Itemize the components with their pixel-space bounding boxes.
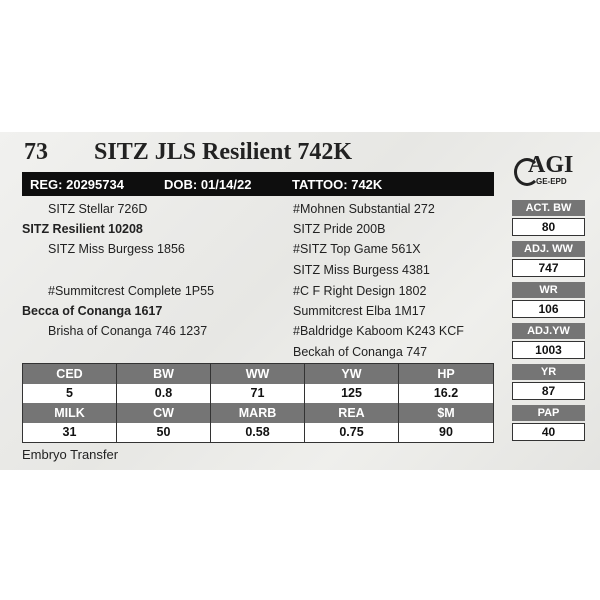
epd-value-ced: 5 xyxy=(23,384,117,404)
pedigree-right-1: #Mohnen Substantial 272 xyxy=(293,202,435,216)
pedigree-right-6: Summitcrest Elba 1M17 xyxy=(293,304,426,318)
adj-yw-value: 1003 xyxy=(512,341,585,359)
pedigree-dam-dam: Brisha of Conanga 746 1237 xyxy=(48,324,208,338)
id-bar xyxy=(22,172,494,196)
pedigree-dam-sire: #Summitcrest Complete 1P55 xyxy=(48,284,215,298)
adj-yw-label: ADJ.YW xyxy=(512,323,585,339)
epd-table xyxy=(22,363,494,443)
lot-number: 73 xyxy=(24,139,48,165)
epd-value-yw: 125 xyxy=(305,384,399,404)
pedigree-sire: SITZ Resilient 10208 xyxy=(22,222,143,236)
epd-value-milk: 31 xyxy=(23,423,117,443)
epd-header-ww: WW xyxy=(211,364,305,384)
epd-header-ced: CED xyxy=(23,364,117,384)
act-bw-value: 80 xyxy=(512,218,585,236)
yr-label: YR xyxy=(512,364,585,380)
epd-header-rea: REA xyxy=(305,403,399,423)
agi-logo-subtext: GE-EPD xyxy=(536,177,567,186)
wr-value: 106 xyxy=(512,300,585,318)
epd-value-cw: 50 xyxy=(117,423,211,443)
agi-logo xyxy=(514,152,576,192)
yr-value: 87 xyxy=(512,382,585,400)
epd-header-yw: YW xyxy=(305,364,399,384)
pap-label: PAP xyxy=(512,405,585,421)
adj-ww-label: ADJ. WW xyxy=(512,241,585,257)
epd-header-marb: MARB xyxy=(211,403,305,423)
footer-note: Embryo Transfer xyxy=(22,447,119,462)
agi-logo-text: AGI xyxy=(528,152,574,178)
epd-header-dollar-m: $M xyxy=(399,403,493,423)
epd-header-milk: MILK xyxy=(23,403,117,423)
pedigree-right-2: SITZ Pride 200B xyxy=(293,222,386,236)
epd-value-marb: 0.58 xyxy=(211,423,305,443)
epd-value-ww: 71 xyxy=(211,384,305,404)
registration-number: REG: 20295734 xyxy=(30,177,124,192)
epd-value-bw: 0.8 xyxy=(117,384,211,404)
epd-value-dollar-m: 90 xyxy=(399,423,493,443)
pedigree-right-4: SITZ Miss Burgess 4381 xyxy=(293,263,430,277)
pedigree-dam: Becca of Conanga 1617 xyxy=(22,304,163,318)
act-bw-label: ACT. BW xyxy=(512,200,585,216)
pap-value: 40 xyxy=(512,423,585,441)
pedigree-right-3: #SITZ Top Game 561X xyxy=(293,242,421,256)
tattoo: TATTOO: 742K xyxy=(292,177,383,192)
pedigree-right-8: Beckah of Conanga 747 xyxy=(293,345,428,359)
epd-header-cw: CW xyxy=(117,403,211,423)
animal-name: SITZ JLS Resilient 742K xyxy=(94,139,353,165)
epd-value-hp: 16.2 xyxy=(399,384,493,404)
wr-label: WR xyxy=(512,282,585,298)
epd-header-bw: BW xyxy=(117,364,211,384)
pedigree-right-5: #C F Right Design 1802 xyxy=(293,284,427,298)
epd-value-rea: 0.75 xyxy=(305,423,399,443)
adj-ww-value: 747 xyxy=(512,259,585,277)
pedigree-sire-sire: SITZ Stellar 726D xyxy=(48,202,148,216)
date-of-birth: DOB: 01/14/22 xyxy=(164,177,252,192)
pedigree-sire-dam: SITZ Miss Burgess 1856 xyxy=(48,242,185,256)
epd-header-hp: HP xyxy=(399,364,493,384)
pedigree-right-7: #Baldridge Kaboom K243 KCF xyxy=(293,324,464,338)
